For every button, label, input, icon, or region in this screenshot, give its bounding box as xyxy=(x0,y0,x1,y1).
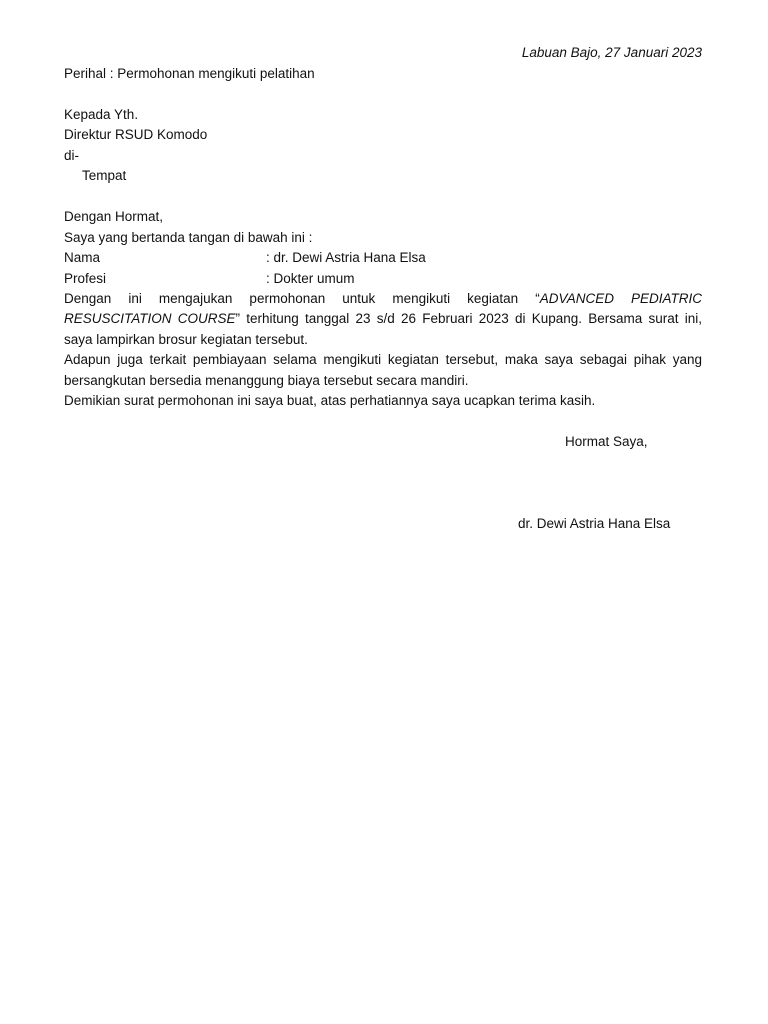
paragraph1-line2-text: ” terhitung tanggal 23 s/d 26 Februari 2023 di Kupang. Bersama surat ini, xyxy=(235,311,702,326)
paragraph1-line2-italic: RESUSCITATION COURSE xyxy=(64,311,236,326)
paragraph1-line3: saya lampirkan brosur kegiatan tersebut. xyxy=(64,332,308,347)
closing: Hormat Saya, xyxy=(565,434,648,449)
subject-line: Perihal : Permohonan mengikuti pelatihan xyxy=(64,66,315,81)
paragraph2-line1 xyxy=(64,350,702,370)
salutation: Dengan Hormat, xyxy=(64,209,164,224)
nama-value: : dr. Dewi Astria Hana Elsa xyxy=(266,250,426,265)
intro-line: Saya yang bertanda tangan di bawah ini : xyxy=(64,230,313,245)
profesi-value: : Dokter umum xyxy=(266,271,355,286)
paragraph1-line2 xyxy=(64,309,702,329)
paragraph3: Demikian surat permohonan ini saya buat, atas perhatiannya saya ucapkan terima kasih. xyxy=(64,393,596,408)
paragraph1-line1-text: Dengan ini mengajukan permohonan untuk mengikuti kegiatan “ xyxy=(64,291,540,306)
recipient-name: Direktur RSUD Komodo xyxy=(64,127,208,142)
recipient-greeting: Kepada Yth. xyxy=(64,107,139,122)
recipient-place: Tempat xyxy=(82,168,127,183)
nama-label: Nama xyxy=(64,250,101,265)
profesi-label: Profesi xyxy=(64,271,107,286)
signatory-name: dr. Dewi Astria Hana Elsa xyxy=(518,516,671,531)
paragraph1-line1 xyxy=(64,289,702,309)
paragraph2-line1-text: Adapun juga terkait pembiayaan selama mengikuti kegiatan tersebut, maka saya sebagai pihak yang xyxy=(64,352,702,367)
recipient-at: di- xyxy=(64,148,80,163)
paragraph1-line1-italic: ADVANCED PEDIATRIC xyxy=(539,291,702,306)
paragraph2-line2: bersangkutan bersedia menanggung biaya tersebut secara mandiri. xyxy=(64,373,469,388)
place-date: Labuan Bajo, 27 Januari 2023 xyxy=(521,45,702,60)
